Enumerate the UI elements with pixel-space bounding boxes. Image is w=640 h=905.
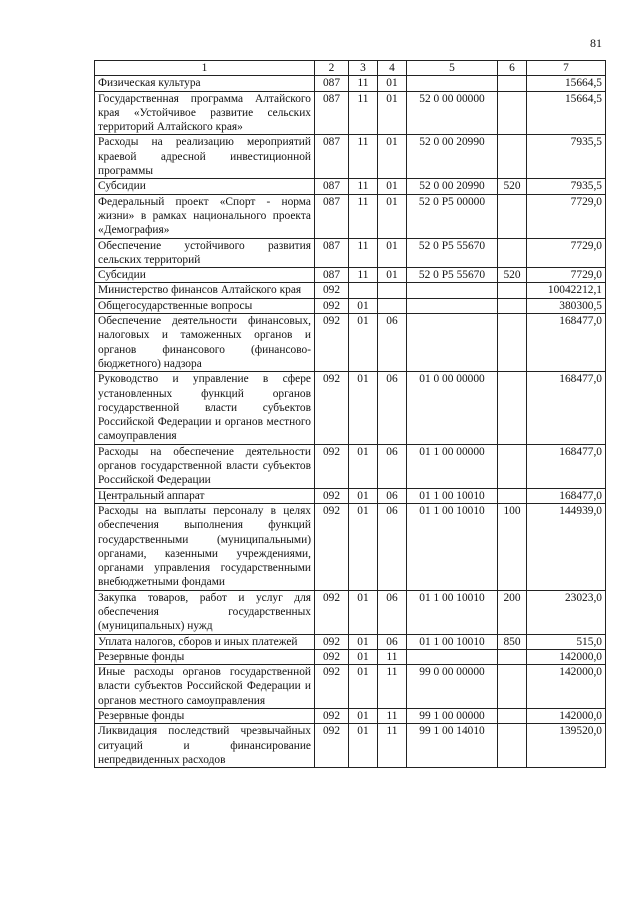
table-row [95,268,606,283]
row-subsection-cell: 11 [378,665,407,709]
row-name-cell: Обеспечение деятельности финансовых, налоговых и таможенных органов и органов финансового (финансово-бюджетного) надзора [95,314,315,372]
row-sum-cell: 142000,0 [527,665,606,709]
row-subsection-cell: 06 [378,314,407,372]
row-expense-type-cell [498,298,527,313]
table-header-row [95,61,606,76]
row-name-cell: Федеральный проект «Спорт - норма жизни» в рамках национального проекта «Демография» [95,194,315,238]
table-row [95,665,606,709]
row-grbs-cell: 092 [315,665,349,709]
row-section-cell: 01 [349,444,378,488]
row-subsection-cell: 06 [378,372,407,444]
row-subsection-cell: 06 [378,634,407,649]
row-sum-cell: 142000,0 [527,709,606,724]
row-expense-type-cell [498,709,527,724]
row-target-article-cell: 52 0 Р5 55670 [407,238,498,268]
row-name-cell: Министерство финансов Алтайского края [95,283,315,298]
row-target-article-cell: 52 0 Р5 55670 [407,268,498,283]
row-sum-cell: 7729,0 [527,238,606,268]
row-grbs-cell: 092 [315,634,349,649]
table-row [95,649,606,664]
row-subsection-cell: 01 [378,268,407,283]
table-row [95,724,606,768]
row-section-cell: 01 [349,590,378,634]
row-name-cell: Общегосударственные вопросы [95,298,315,313]
row-sum-cell: 168477,0 [527,444,606,488]
row-expense-type-cell [498,314,527,372]
row-target-article-cell [407,283,498,298]
row-subsection-cell: 06 [378,488,407,503]
table-row [95,298,606,313]
row-target-article-cell: 52 0 00 20990 [407,179,498,194]
row-grbs-cell: 092 [315,298,349,313]
row-expense-type-cell: 850 [498,634,527,649]
table-row [95,91,606,135]
row-target-article-cell: 01 1 00 10010 [407,488,498,503]
row-grbs-cell: 092 [315,488,349,503]
row-sum-cell: 168477,0 [527,372,606,444]
row-name-cell: Государственная программа Алтайского края «Устойчивое развитие сельских территорий Алтайского края» [95,91,315,135]
row-sum-cell: 7729,0 [527,268,606,283]
row-section-cell: 01 [349,665,378,709]
row-target-article-cell [407,76,498,91]
row-section-cell: 11 [349,76,378,91]
row-grbs-cell: 092 [315,590,349,634]
row-subsection-cell: 01 [378,194,407,238]
row-sum-cell: 15664,5 [527,91,606,135]
header-col-4: 4 [378,61,407,76]
row-target-article-cell: 01 1 00 10010 [407,503,498,590]
row-name-cell: Резервные фонды [95,649,315,664]
row-target-article-cell [407,314,498,372]
row-grbs-cell: 092 [315,444,349,488]
row-name-cell: Обеспечение устойчивого развития сельских территорий [95,238,315,268]
row-sum-cell: 168477,0 [527,488,606,503]
row-target-article-cell: 99 1 00 14010 [407,724,498,768]
table-row [95,634,606,649]
row-name-cell: Закупка товаров, работ и услуг для обеспечения государственных (муниципальных) нужд [95,590,315,634]
row-grbs-cell: 092 [315,724,349,768]
row-grbs-cell: 087 [315,179,349,194]
row-target-article-cell: 01 0 00 00000 [407,372,498,444]
row-section-cell: 01 [349,709,378,724]
row-section-cell: 11 [349,135,378,179]
row-grbs-cell: 087 [315,91,349,135]
row-expense-type-cell [498,665,527,709]
row-grbs-cell: 092 [315,649,349,664]
row-subsection-cell: 01 [378,179,407,194]
row-subsection-cell: 11 [378,649,407,664]
row-name-cell: Центральный аппарат [95,488,315,503]
row-name-cell: Расходы на реализацию мероприятий краевой адресной инвестиционной программы [95,135,315,179]
row-name-cell: Уплата налогов, сборов и иных платежей [95,634,315,649]
row-expense-type-cell [498,649,527,664]
row-grbs-cell: 087 [315,268,349,283]
row-expense-type-cell [498,724,527,768]
row-sum-cell: 7935,5 [527,179,606,194]
row-target-article-cell: 99 0 00 00000 [407,665,498,709]
table-row [95,314,606,372]
budget-table [94,60,606,768]
row-sum-cell: 380300,5 [527,298,606,313]
row-sum-cell: 23023,0 [527,590,606,634]
row-target-article-cell: 01 1 00 10010 [407,590,498,634]
table-row [95,488,606,503]
row-grbs-cell: 092 [315,709,349,724]
row-grbs-cell: 087 [315,194,349,238]
header-col-1: 1 [95,61,315,76]
header-col-7: 7 [527,61,606,76]
row-name-cell: Ликвидация последствий чрезвычайных ситуаций и финансирование непредвиденных расходов [95,724,315,768]
row-expense-type-cell [498,135,527,179]
table-row [95,135,606,179]
row-section-cell: 11 [349,268,378,283]
row-expense-type-cell [498,91,527,135]
row-sum-cell: 10042212,1 [527,283,606,298]
row-sum-cell: 139520,0 [527,724,606,768]
row-name-cell: Расходы на выплаты персоналу в целях обеспечения выполнения функций государственными (муниципальными) органами, казенными учреждениями, органами управления государственными внебюджетными фондами [95,503,315,590]
row-subsection-cell: 01 [378,238,407,268]
page-number: 81 [590,36,602,50]
header-col-6: 6 [498,61,527,76]
row-name-cell: Резервные фонды [95,709,315,724]
row-subsection-cell [378,298,407,313]
table-row [95,709,606,724]
row-section-cell: 01 [349,298,378,313]
row-subsection-cell: 11 [378,724,407,768]
row-name-cell: Руководство и управление в сфере установленных функций органов государственной власти субъектов Российской Федерации и органов местного самоуправления [95,372,315,444]
table-row [95,194,606,238]
row-target-article-cell: 01 1 00 00000 [407,444,498,488]
row-grbs-cell: 092 [315,314,349,372]
row-section-cell: 01 [349,724,378,768]
row-sum-cell: 7729,0 [527,194,606,238]
table-row [95,283,606,298]
row-sum-cell: 7935,5 [527,135,606,179]
row-expense-type-cell: 100 [498,503,527,590]
header-col-5: 5 [407,61,498,76]
row-expense-type-cell [498,283,527,298]
row-section-cell [349,283,378,298]
row-grbs-cell: 087 [315,238,349,268]
row-name-cell: Субсидии [95,268,315,283]
row-target-article-cell: 52 0 00 20990 [407,135,498,179]
row-sum-cell: 142000,0 [527,649,606,664]
row-expense-type-cell [498,194,527,238]
row-grbs-cell: 092 [315,283,349,298]
row-section-cell: 01 [349,314,378,372]
row-section-cell: 01 [349,488,378,503]
row-expense-type-cell [498,488,527,503]
row-grbs-cell: 092 [315,372,349,444]
row-expense-type-cell: 520 [498,179,527,194]
row-name-cell: Иные расходы органов государственной власти субъектов Российской Федерации и органов местного самоуправления [95,665,315,709]
row-subsection-cell: 06 [378,503,407,590]
header-col-2: 2 [315,61,349,76]
row-expense-type-cell [498,372,527,444]
row-grbs-cell: 092 [315,503,349,590]
row-grbs-cell: 087 [315,76,349,91]
row-target-article-cell: 52 0 Р5 00000 [407,194,498,238]
row-name-cell: Физическая культура [95,76,315,91]
row-subsection-cell: 01 [378,76,407,91]
row-target-article-cell: 52 0 00 00000 [407,91,498,135]
row-subsection-cell: 06 [378,590,407,634]
row-section-cell: 01 [349,372,378,444]
row-sum-cell: 144939,0 [527,503,606,590]
row-section-cell: 11 [349,91,378,135]
row-section-cell: 11 [349,179,378,194]
row-expense-type-cell [498,444,527,488]
table-row [95,76,606,91]
row-section-cell: 01 [349,649,378,664]
row-section-cell: 11 [349,194,378,238]
row-subsection-cell [378,283,407,298]
row-subsection-cell: 11 [378,709,407,724]
row-target-article-cell [407,649,498,664]
row-section-cell: 01 [349,503,378,590]
row-expense-type-cell [498,76,527,91]
row-sum-cell: 168477,0 [527,314,606,372]
row-subsection-cell: 06 [378,444,407,488]
table-row [95,503,606,590]
row-subsection-cell: 01 [378,135,407,179]
table-row [95,179,606,194]
row-sum-cell: 15664,5 [527,76,606,91]
row-target-article-cell: 01 1 00 10010 [407,634,498,649]
row-name-cell: Субсидии [95,179,315,194]
row-expense-type-cell: 520 [498,268,527,283]
row-section-cell: 01 [349,634,378,649]
table-row [95,590,606,634]
row-expense-type-cell [498,238,527,268]
row-name-cell: Расходы на обеспечение деятельности органов государственной власти субъектов Российской Федерации [95,444,315,488]
table-row [95,238,606,268]
row-target-article-cell [407,298,498,313]
row-expense-type-cell: 200 [498,590,527,634]
row-subsection-cell: 01 [378,91,407,135]
row-sum-cell: 515,0 [527,634,606,649]
header-col-3: 3 [349,61,378,76]
table-row [95,372,606,444]
row-target-article-cell: 99 1 00 00000 [407,709,498,724]
table-row [95,444,606,488]
row-grbs-cell: 087 [315,135,349,179]
row-section-cell: 11 [349,238,378,268]
